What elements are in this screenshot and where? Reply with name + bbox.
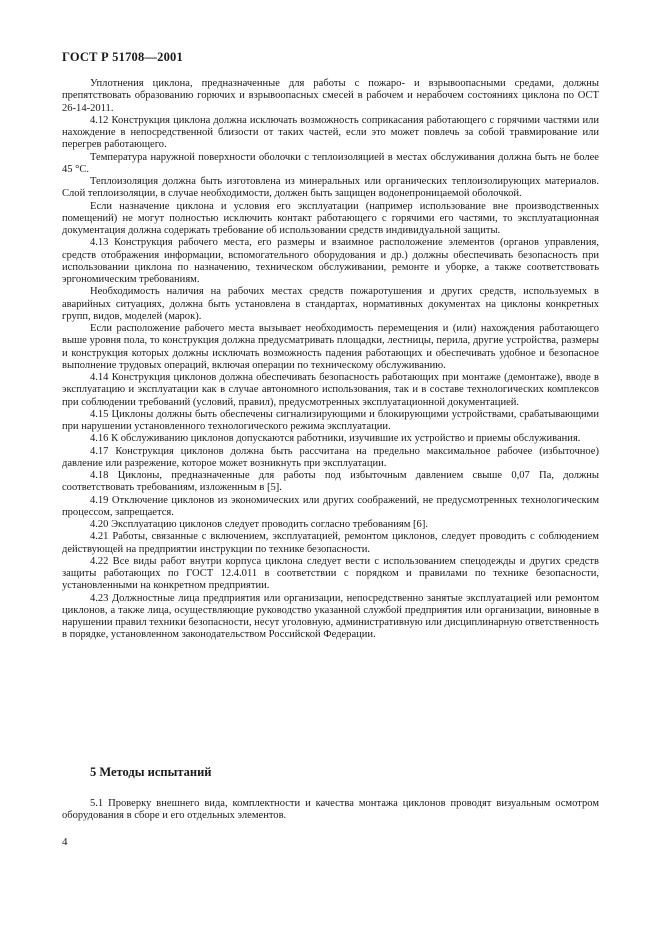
paragraph: 4.18 Циклоны, предназначенные для работы под избыточным давлением свыше 0,07 Па, должны соответствовать требованиям, изложенным в [5]. — [62, 470, 599, 494]
paragraph: Если назначение циклона и условия его эксплуатации (например использование вне производственных помещений) не могут полностью исключить контакт работающего с горячими его частями, то эксплуатационная документация должна содержать требование об использовании средств индивидуальной защиты. — [62, 200, 599, 236]
paragraph: 4.15 Циклоны должны быть обеспечены сигнализирующими и блокирующими устройствами, срабатывающими при нарушении установленного технологического режима эксплуатации. — [62, 408, 599, 432]
paragraph: Если расположение рабочего места вызывает необходимость перемещения и (или) нахождения работающего выше уровня пола, то конструкция должна предусматривать площадки, лестницы, перила, другие устройства, размеры и конструкция которых должны исключать возможность падения работающих и обеспечивать удобное и безопасное выполнение трудовых операций, включая операции по техническому обслуживанию. — [62, 323, 599, 371]
section-5-body — [62, 798, 599, 823]
paragraph: 4.13 Конструкция рабочего места, его размеры и взаимное расположение элементов (органов управления, средств отображения информации, вспомогательного оборудования и др.) должны обеспечивать безопасность при использовании циклона по назначению, техническом обслуживании, ремонте и уборке, а также соответствовать эргономическим требованиям. — [62, 237, 599, 285]
paragraph: 4.20 Эксплуатацию циклонов следует проводить согласно требованиям [6]. — [90, 519, 428, 530]
section-5-heading: 5 Методы испытаний — [90, 765, 212, 779]
document-header: ГОСТ Р 51708—2001 — [62, 50, 183, 64]
paragraph: Уплотнения циклона, предназначенные для работы с пожаро- и взрывоопасными средами, должны препятствовать образованию горючих и взрывоопасных смесей в рабочем и нерабочем состояниях циклона по ОСТ 26-14-2011. — [62, 78, 599, 114]
paragraph: 4.14 Конструкция циклонов должна обеспечивать безопасность работающих при монтаже (демонтаже), вводе в эксплуатацию и эксплуатации как в случае автономного использования, так и в составе технологических комплексов при соблюдении требований (условий, правил), предусмотренных эксплуатационной документацией. — [62, 372, 599, 408]
paragraph: 4.21 Работы, связанные с включением, эксплуатацией, ремонтом циклонов, следует проводить с соблюдением действующей на предприятии инструкции по технике безопасности. — [62, 531, 599, 555]
paragraph: 4.23 Должностные лица предприятия или организации, непосредственно занятые эксплуатацией или ремонтом циклонов, а также лица, осуществляющие руководство указанной службой предприятия или организации, виновные в нарушении правил техники безопасности, несут уголовную, административную или дисциплинарную ответственность в порядке, установленном законодательством Российской Федерации. — [62, 592, 599, 641]
paragraph: 4.17 Конструкция циклонов должна быть рассчитана на предельно максимальное рабочее (избыточное) давление или разрежение, которое может возникнуть при эксплуатации. — [62, 445, 599, 469]
section-4-body — [62, 78, 599, 642]
paragraph: 5.1 Проверку внешнего вида, комплектности и качества монтажа циклонов проводят визуальным осмотром оборудования в сборе и его отдельных элементов. — [62, 798, 599, 822]
paragraph: 4.16 К обслуживанию циклонов допускаются работники, изучившие их устройство и приемы обслуживания. — [90, 433, 581, 445]
paragraph: Необходимость наличия на рабочих местах средств пожаротушения и других средств, используемых в аварийных ситуациях, должна быть установлена в стандартах, нормативных документах на циклоны конкретных групп, видов, моделей (марок). — [62, 286, 599, 322]
paragraph: Теплоизоляция должна быть изготовлена из минеральных или органических теплоизолирующих материалов. Слой теплоизоляции, в случае необходимости, должен быть защищен водонепроницаемой оболочкой. — [62, 176, 599, 200]
paragraph: 4.12 Конструкция циклона должна исключать возможность соприкасания работающего с горячими частями или нахождение в непосредственной близости от таких частей, если это может повлечь за собой травмирование или перегрев работающего. — [62, 114, 599, 151]
paragraph: 4.22 Все виды работ внутри корпуса циклона следует вести с использованием спецодежды и других средств защиты работающих по ГОСТ 12.4.011 в соответствии с порядком и правилами по технике безопасности, установленными на конкретном предприятии. — [62, 555, 599, 592]
page-number: 4 — [62, 836, 68, 848]
paragraph: Температура наружной поверхности оболочки с теплоизоляцией в местах обслуживания должна быть не более 45 °С. — [62, 151, 599, 175]
paragraph: 4.19 Отключение циклонов из экономических или других соображений, не предусмотренных технологическим процессом, запрещается. — [62, 494, 599, 518]
